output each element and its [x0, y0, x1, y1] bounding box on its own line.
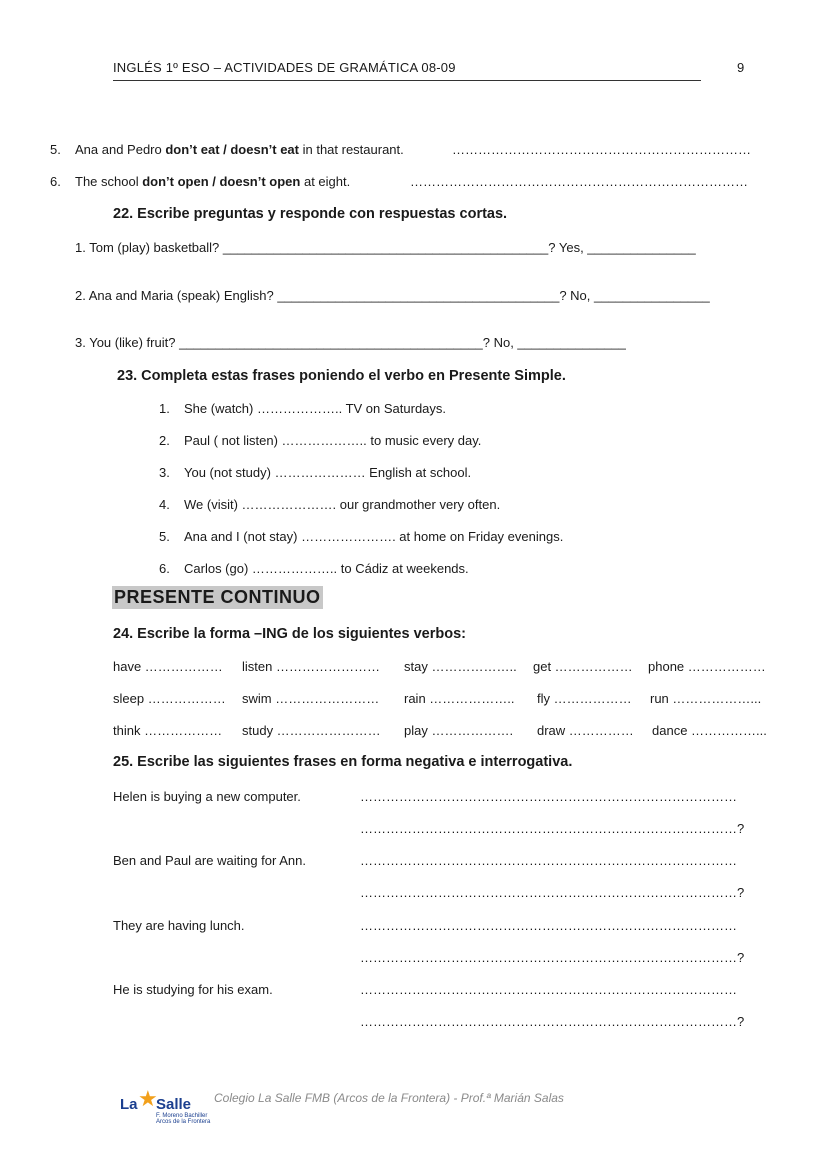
ex23-item: [159, 529, 564, 544]
verb-blank[interactable]: sleep ………………: [113, 691, 226, 706]
ex23-item: [159, 433, 482, 448]
ex23-title: 23. Completa estas frases poniendo el verbo en Presente Simple.: [117, 368, 566, 384]
logo-subtitle: F. Moreno Bachiller: [156, 1113, 208, 1119]
ex21-item-6: [50, 174, 351, 189]
verb-blank[interactable]: swim ……………………: [242, 691, 380, 706]
logo-subtitle-2: Arcos de la Frontera: [156, 1119, 211, 1125]
section-heading: PRESENTE CONTINUO: [114, 587, 321, 607]
question-answer-line[interactable]: ……………………………………………………………………………?: [360, 950, 745, 965]
verb-blank[interactable]: stay ………………..: [404, 659, 517, 674]
short-answer-label: ? Yes,: [548, 240, 588, 255]
verb-blank[interactable]: listen ……………………: [242, 659, 380, 674]
verb-blank[interactable]: play ……………….: [404, 723, 514, 738]
answer-line[interactable]: _______________: [517, 335, 626, 350]
header-title: INGLÉS 1º ESO – ACTIVIDADES DE GRAMÁTICA 08-09: [113, 60, 456, 75]
item-text: She (watch) ……………….. TV on Saturdays.: [184, 401, 447, 416]
negative-answer-line[interactable]: ……………………………………………………………………………: [360, 982, 737, 997]
answer-line[interactable]: __________________________________________: [179, 335, 483, 350]
choice-options: don’t eat / doesn’t eat: [165, 142, 299, 157]
item-number: 6.: [159, 561, 170, 576]
page-number: 9: [737, 60, 745, 75]
item-number: 5.: [50, 142, 61, 157]
ex23-item: [159, 561, 469, 576]
ex23-item: [159, 465, 472, 480]
logo-text-salle: Salle: [156, 1096, 192, 1113]
question-answer-line[interactable]: ……………………………………………………………………………?: [360, 821, 745, 836]
footer-text: Colegio La Salle FMB (Arcos de la Frontera) - Prof.ª Marián Salas: [214, 1091, 564, 1105]
verb-blank[interactable]: phone ………………: [648, 659, 766, 674]
sentence-text: He is studying for his exam.: [113, 982, 273, 997]
item-text: in that restaurant.: [298, 142, 404, 157]
item-number: 2.: [159, 433, 170, 448]
verb-blank[interactable]: have ………………: [113, 659, 223, 674]
question-answer-line[interactable]: ……………………………………………………………………………?: [360, 885, 745, 900]
negative-answer-line[interactable]: ……………………………………………………………………………: [360, 789, 737, 804]
answer-line[interactable]: _______________________________________: [277, 288, 560, 303]
answer-line[interactable]: _____________________________________________: [222, 240, 549, 255]
verb-blank[interactable]: think ………………: [113, 723, 223, 738]
item-text: at eight.: [300, 174, 351, 189]
ex22-item-1: [75, 240, 696, 255]
verb-blank[interactable]: rain ………………..: [404, 691, 515, 706]
negative-answer-line[interactable]: ……………………………………………………………………………: [360, 853, 737, 868]
ex23-item: [159, 401, 447, 416]
ex23-item: [159, 497, 501, 512]
sentence-text: They are having lunch.: [113, 918, 245, 933]
question-answer-line[interactable]: ……………………………………………………………………………?: [360, 1014, 745, 1029]
verb-blank[interactable]: draw ……………: [537, 723, 634, 738]
ex22-title: 22. Escribe preguntas y responde con respuestas cortas.: [113, 206, 508, 222]
item-text: Ana and Pedro: [75, 142, 166, 157]
ex22-item-2: [75, 288, 710, 303]
ex21-item-5: [50, 142, 404, 157]
negative-answer-line[interactable]: ……………………………………………………………………………: [360, 918, 737, 933]
sentence-text: Helen is buying a new computer.: [113, 789, 301, 804]
header-divider: [113, 80, 701, 81]
item-text: The school: [75, 174, 143, 189]
verb-blank[interactable]: study ……………………: [242, 723, 381, 738]
verb-blank[interactable]: fly ………………: [537, 691, 632, 706]
item-number: 3.: [159, 465, 170, 480]
answer-dots[interactable]: ……………………………………………………………………: [410, 174, 748, 189]
logo-text-la: La: [120, 1096, 138, 1113]
answer-line[interactable]: ________________: [594, 288, 710, 303]
school-logo: [118, 1086, 213, 1125]
item-text: Carlos (go) ……………….. to Cádiz at weekends.: [184, 561, 469, 576]
short-answer-label: ? No,: [482, 335, 518, 350]
answer-line[interactable]: _______________: [587, 240, 696, 255]
star-icon: ★: [138, 1086, 158, 1111]
ex24-title: 24. Escribe la forma –ING de los siguientes verbos:: [113, 626, 466, 642]
verb-blank[interactable]: dance ……………...: [652, 723, 767, 738]
item-text: We (visit) …………………. our grandmother very often.: [184, 497, 501, 512]
item-text: Ana and I (not stay) …………………. at home on Friday evenings.: [184, 529, 564, 544]
item-text: Paul ( not listen) ……………….. to music every day.: [184, 433, 482, 448]
short-answer-label: ? No,: [559, 288, 595, 303]
choice-options: don’t open / doesn’t open: [142, 174, 301, 189]
question-text: 1. Tom (play) basketball?: [75, 240, 223, 255]
item-number: 4.: [159, 497, 170, 512]
ex22-item-3: [75, 335, 626, 350]
verb-blank[interactable]: get ………………: [533, 659, 633, 674]
verb-blank[interactable]: run ………………...: [650, 691, 762, 706]
answer-dots[interactable]: ……………………………………………………………: [452, 142, 751, 157]
item-number: 1.: [159, 401, 170, 416]
question-text: 2. Ana and Maria (speak) English?: [75, 288, 278, 303]
sentence-text: Ben and Paul are waiting for Ann.: [113, 853, 306, 868]
ex25-title: 25. Escribe las siguientes frases en forma negativa e interrogativa.: [113, 754, 573, 770]
item-text: You (not study) ………………… English at school.: [184, 465, 472, 480]
question-text: 3. You (like) fruit?: [75, 335, 180, 350]
item-number: 5.: [159, 529, 170, 544]
item-number: 6.: [50, 174, 61, 189]
